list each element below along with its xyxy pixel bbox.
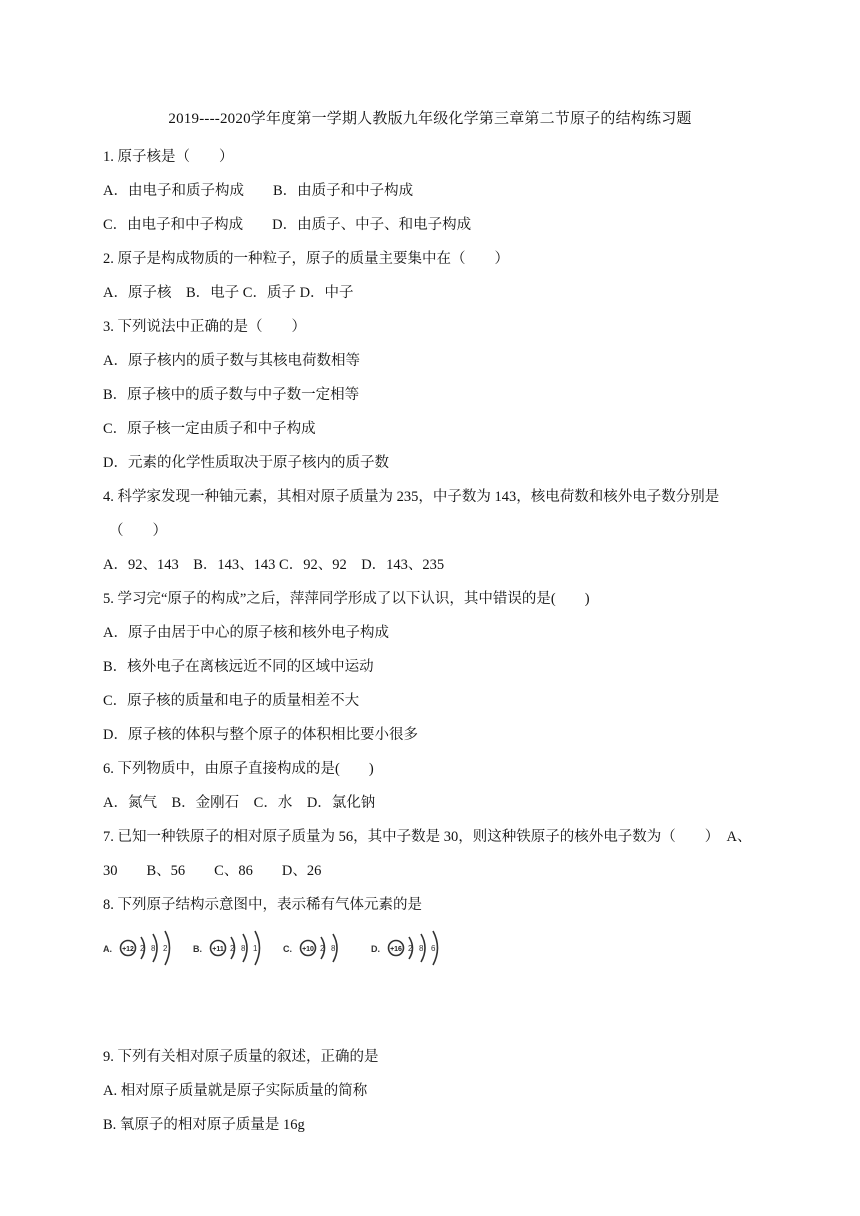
diagram-a-shell-1: 2 bbox=[140, 944, 145, 953]
diagram-d-shell-3: 6 bbox=[431, 944, 436, 953]
atomic-structure-diagrams bbox=[103, 924, 763, 978]
q3-stem: 3. 下列说法中正确的是（ ） bbox=[103, 319, 306, 335]
atom-diagram-c-icon bbox=[283, 928, 365, 968]
q6-stem: 6. 下列物质中，由原子直接构成的是( ) bbox=[103, 761, 374, 777]
q7-stem: 7. 已知一种铁原子的相对原子质量为 56，其中子数是 30，则这种铁原子的核外电子数为（ ） A、 bbox=[103, 829, 752, 845]
q5-option-b: B．核外电子在离核远近不同的区域中运动 bbox=[103, 659, 374, 675]
spacer bbox=[103, 978, 763, 1040]
q5-option-d: D．原子核的体积与整个原子的体积相比要小很多 bbox=[103, 727, 418, 743]
diagram-d-label: D. bbox=[371, 944, 380, 954]
diagram-c-nucleus: +10 bbox=[302, 946, 314, 953]
q5-option-a: A．原子由居于中心的原子核和核外电子构成 bbox=[103, 625, 389, 641]
q3-option-b: B．原子核中的质子数与中子数一定相等 bbox=[103, 387, 360, 403]
diagram-c-shell-2: 8 bbox=[331, 944, 336, 953]
q1-options-ab: A．由电子和质子构成 B．由质子和中子构成 bbox=[103, 183, 414, 199]
atom-diagram-b-icon bbox=[193, 928, 275, 968]
q5-option-c: C．原子核的质量和电子的质量相差不大 bbox=[103, 693, 360, 709]
q4-stem: 4. 科学家发现一种铀元素，其相对原子质量为 235，中子数为 143，核电荷数和核外电子数分别是 bbox=[103, 489, 720, 505]
diagram-c-shell-1: 2 bbox=[320, 944, 325, 953]
diagram-a-nucleus: +12 bbox=[122, 946, 134, 953]
atom-diagram-a-icon bbox=[103, 928, 185, 968]
diagram-b-shell-1: 2 bbox=[230, 944, 235, 953]
diagram-b-shell-2: 8 bbox=[241, 944, 246, 953]
q9-option-a: A. 相对原子质量就是原子实际质量的简称 bbox=[103, 1083, 368, 1099]
q3-option-c: C．原子核一定由质子和中子构成 bbox=[103, 421, 316, 437]
document-title: 2019----2020学年度第一学期人教版九年级化学第三章第二节原子的结构练习题 bbox=[168, 111, 692, 127]
q9-stem: 9. 下列有关相对原子质量的叙述，正确的是 bbox=[103, 1049, 379, 1065]
q4-stem-continued: （ ） bbox=[109, 523, 167, 539]
diagram-c-label: C. bbox=[283, 944, 292, 954]
diagram-d-shell-2: 8 bbox=[419, 944, 424, 953]
atom-diagram-d-icon bbox=[371, 928, 453, 968]
q9-option-b: B. 氧原子的相对原子质量是 16g bbox=[103, 1117, 305, 1133]
q3-option-a: A．原子核内的质子数与其核电荷数相等 bbox=[103, 353, 360, 369]
diagram-a-label: A. bbox=[103, 944, 112, 954]
q7-options-continued: 30 B、56 C、86 D、26 bbox=[103, 863, 322, 879]
diagram-b-nucleus: +11 bbox=[212, 946, 224, 953]
q8-stem: 8. 下列原子结构示意图中，表示稀有气体元素的是 bbox=[103, 897, 422, 913]
question-list bbox=[103, 140, 763, 1142]
diagram-c-atom-structure bbox=[283, 928, 365, 968]
q2-options: A．原子核 B．电子 C．质子 D．中子 bbox=[103, 285, 354, 301]
diagram-d-shell-1: 2 bbox=[408, 944, 413, 953]
diagram-a-shell-3: 2 bbox=[163, 944, 168, 953]
q5-stem: 5. 学习完“原子的构成”之后，萍萍同学形成了以下认识，其中错误的是( ) bbox=[103, 591, 590, 607]
q2-stem: 2. 原子是构成物质的一种粒子，原子的质量主要集中在（ ） bbox=[103, 251, 509, 267]
q6-options: A．氮气 B．金刚石 C．水 D．氯化钠 bbox=[103, 795, 376, 811]
diagram-b-label: B. bbox=[193, 944, 202, 954]
diagram-b-atom-structure bbox=[193, 928, 275, 968]
diagram-d-atom-structure bbox=[371, 928, 453, 968]
diagram-d-nucleus: +16 bbox=[390, 946, 402, 953]
q1-stem: 1. 原子核是（ ） bbox=[103, 149, 234, 165]
diagram-a-shell-2: 8 bbox=[151, 944, 156, 953]
q4-options: A．92、143 B．143、143 C．92、92 D．143、235 bbox=[103, 557, 445, 573]
diagram-a-atom-structure bbox=[103, 928, 185, 968]
q1-options-cd: C．由电子和中子构成 D．由质子、中子、和电子构成 bbox=[103, 217, 472, 233]
q3-option-d: D．元素的化学性质取决于原子核内的质子数 bbox=[103, 455, 389, 471]
diagram-b-shell-3: 1 bbox=[253, 944, 258, 953]
